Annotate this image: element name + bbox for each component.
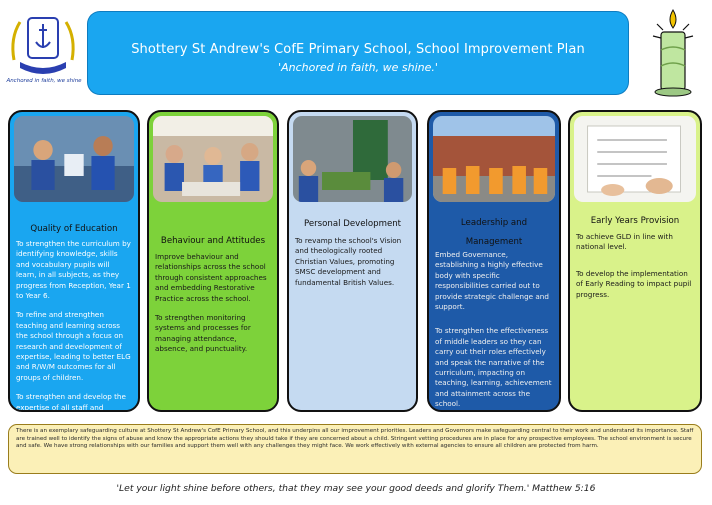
school-crest-icon <box>6 8 80 88</box>
panel-body <box>576 232 694 309</box>
panel-leadership-and-management <box>427 110 561 412</box>
panel-title: Personal Development <box>303 219 402 229</box>
panel-paragraph: To strengthen monitoring systems and processes for managing attendance, absence, and punctuality. <box>155 313 251 354</box>
panel-title: Behaviour and Attitudes <box>160 236 266 246</box>
panel-body <box>295 236 410 297</box>
panel-personal-development <box>287 110 418 412</box>
page-header <box>88 12 628 94</box>
logo-motto: Anchored in faith, we shine <box>6 78 82 84</box>
panel-body <box>435 250 553 412</box>
panel-paragraph: To strengthen the effectiveness of middle leaders so they can carry out their roles effectively and speak the narrative of the curriculum, impacting on teaching, learning, achievement and attainment across the school. <box>435 326 552 409</box>
panel-title: Early Years Provision <box>590 216 680 226</box>
panel-photo <box>153 116 273 202</box>
panel-behaviour-and-attitudes <box>147 110 279 412</box>
panel-photo <box>14 116 134 202</box>
safeguarding-statement: There is an exemplary safeguarding culture at Shottery St Andrew's CofE Primary School, and this underpins all our improvement priorities. Leaders and Governors make safeguarding central to their work and understand its importance. Staff are trained well to identify the signs of abuse and know the appropriate actions they should take if they are concerned about a child. Stringent vetting procedures are in place for any prospective employees. The school environment is secure and safe. We have strong relationships with our families and support them well with any challenges they might face. We work effectively with external agencies to ensure all children are protected from harm. <box>8 424 702 474</box>
panel-paragraph: To achieve GLD in line with national level. <box>576 232 673 252</box>
school-logo <box>6 8 80 88</box>
panel-paragraph: To refine and strengthen teaching and learning across the school through a focus on research and development of expertise, leading to better ELG and R/W/M outcomes for all groups of children. <box>16 310 131 382</box>
panel-body <box>155 252 271 364</box>
page-title: Shottery St Andrew's CofE Primary School, School Improvement Plan <box>131 42 585 57</box>
panel-title: Quality of Education <box>30 224 118 234</box>
panel-paragraph: To develop the implementation of Early Reading to impact pupil progress. <box>576 268 692 299</box>
bible-verse: 'Let your light shine before others, that they may see your good deeds and glorify Them.' Matthew 5:16 <box>116 483 596 494</box>
school-motto: 'Anchored in faith, we shine.' <box>278 61 438 74</box>
panel-paragraph: To strengthen the curriculum by identifying knowledge, skills and vocabulary pupils will learn, in all subjects, as they progress from Reception, Year 1 to Year 6. <box>16 239 131 301</box>
panel-paragraph: To revamp the school's Vision and theologically rooted Christian Values, promoting SMSC development and fundamental British Values. <box>295 236 402 287</box>
panel-paragraph: Improve behaviour and relationships across the school through consistent approaches and embedding Restorative Practice across the school. <box>155 252 267 303</box>
panel-paragraph: Embed Governance, establishing a highly effective body with specific responsibilities carried out to provide strategic challenge and support. <box>435 250 549 312</box>
panel-photo <box>433 116 555 202</box>
panel-photo <box>293 116 412 202</box>
panel-body <box>16 239 132 412</box>
panel-quality-of-education <box>8 110 140 412</box>
panel-title: Leadership and Management <box>460 218 528 247</box>
panel-paragraph: To strengthen and develop the expertise of all staff and <box>16 392 126 412</box>
panel-early-years-provision <box>568 110 702 412</box>
candle-icon <box>645 6 701 98</box>
panel-photo <box>574 116 696 202</box>
